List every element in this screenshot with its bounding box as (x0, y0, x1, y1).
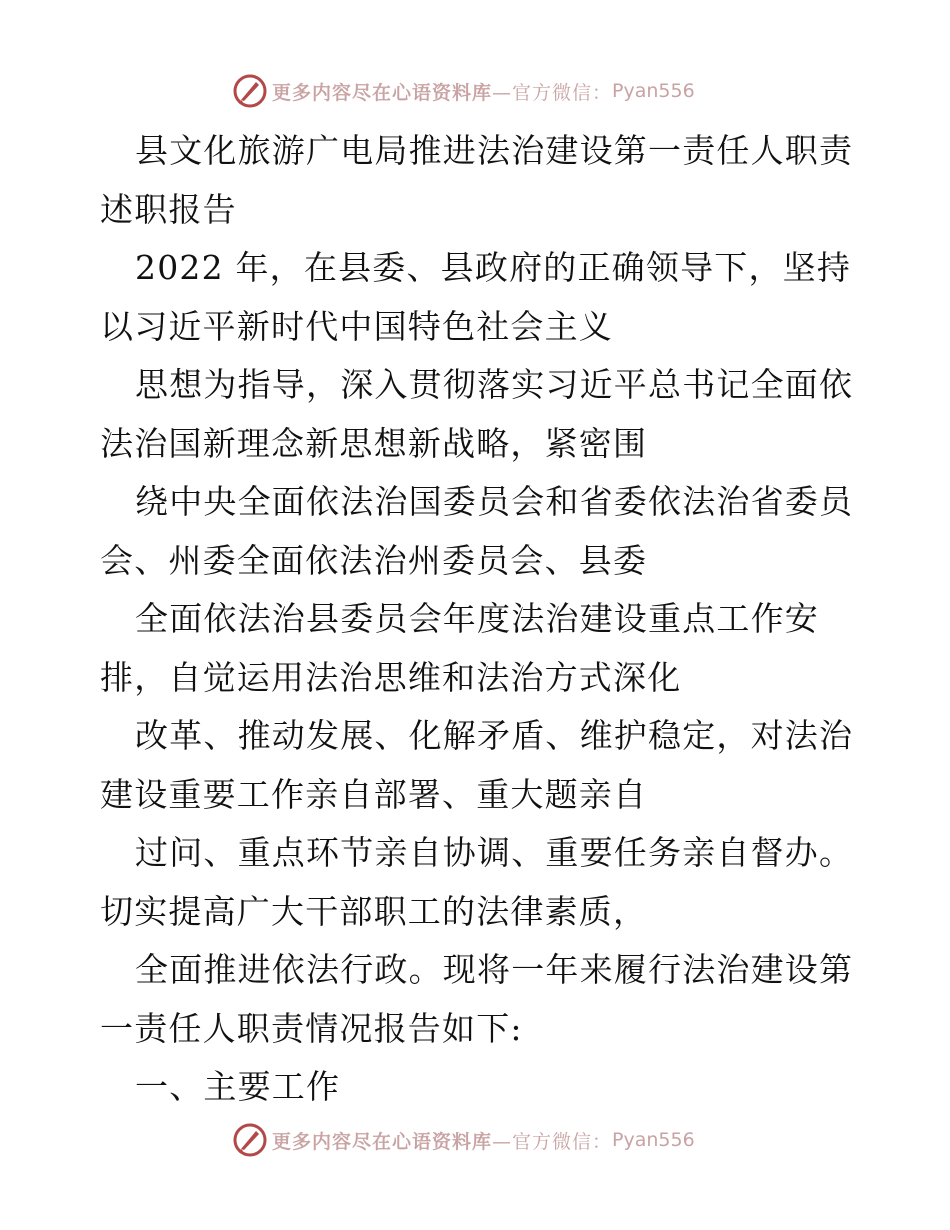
footer-watermark (232, 1120, 695, 1160)
paragraph-line: 绕中央全面依法治国委员会和省委依法治省委员 (135, 482, 854, 521)
paragraph-line: 切实提高广大干部职工的法律素质， (100, 891, 648, 931)
watermark-site-text: 更多内容尽在心语资料库 (272, 81, 493, 104)
paragraph-line: 改革、推动发展、化解矛盾、维护稳定，对法治 (135, 716, 854, 755)
watermark-account-id: Pyan556 (612, 1129, 695, 1151)
watermark-site-text: 更多内容尽在心语资料库 (272, 1130, 493, 1153)
title-line-1: 县文化旅游广电局推进法治建设第一责任人职责 (135, 131, 854, 170)
paragraph-line: 思想为指导，深入贯彻落实习近平总书记全面依 (135, 365, 854, 404)
paragraph-line: 建设重要工作亲自部署、重大题亲自 (100, 774, 648, 814)
title-line-2: 述职报告 (100, 189, 237, 229)
paragraph-line: 排，自觉运用法治思维和法治方式深化 (100, 657, 682, 697)
paragraph-line: 2022 年，在县委、县政府的正确领导下，坚持 (135, 248, 852, 287)
document-body (100, 122, 860, 1117)
watermark-official-text: —官方微信： (492, 1130, 613, 1153)
watermark-account-id: Pyan556 (612, 80, 695, 102)
paragraph-line: 过问、重点环节亲自协调、重要任务亲自督办。 (135, 833, 854, 872)
quill-pen-logo-icon (232, 73, 268, 109)
paragraph-line: 一责任人职责情况报告如下: (100, 1008, 523, 1048)
paragraph-line: 全面推进依法行政。现将一年来履行法治建设第 (135, 950, 854, 989)
header-watermark (232, 71, 695, 111)
paragraph-line: 以习近平新时代中国特色社会主义 (100, 306, 613, 346)
watermark-official-text: —官方微信： (492, 81, 613, 104)
paragraph-line: 全面依法治县委员会年度法治建设重点工作安 (135, 599, 819, 638)
paragraph-line: 法治国新理念新思想新战略，紧密围 (100, 423, 648, 463)
quill-pen-logo-icon (232, 1122, 268, 1158)
paragraph-line: 会、州委全面依法治州委员会、县委 (100, 540, 648, 580)
section-heading: 一、主要工作 (135, 1067, 341, 1106)
